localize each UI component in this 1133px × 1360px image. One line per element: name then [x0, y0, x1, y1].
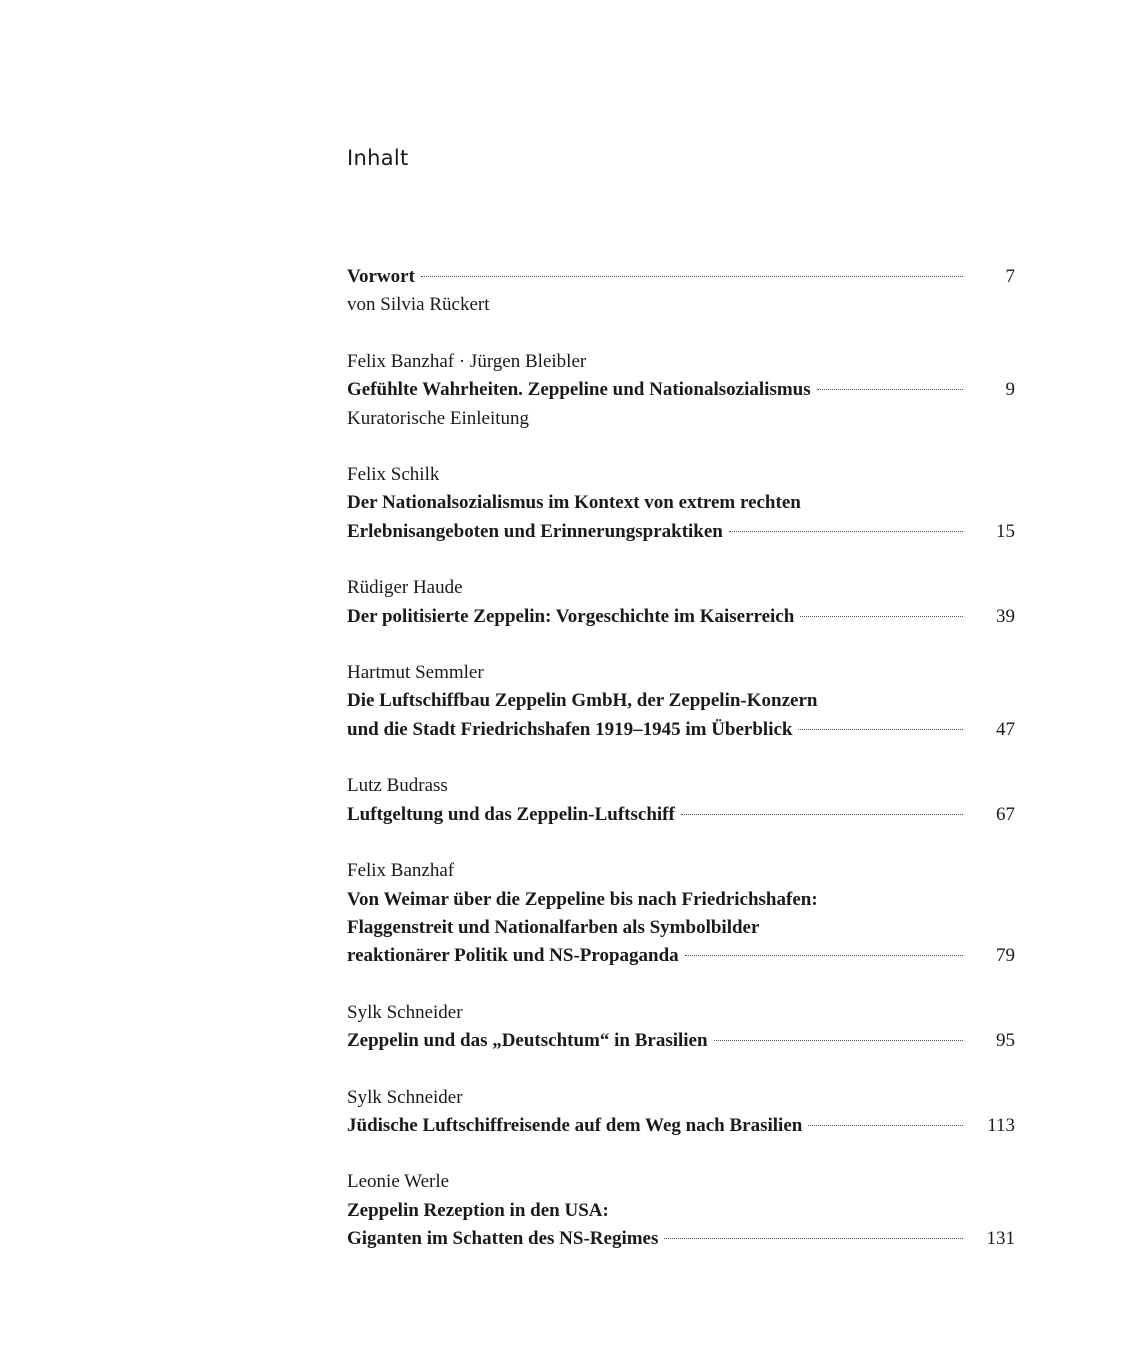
toc-entry[interactable]	[347, 857, 1015, 971]
toc-entry-title-row	[347, 376, 1015, 404]
dot-leader	[685, 955, 963, 956]
toc-entry-title: Giganten im Schatten des NS-Regimes	[347, 1228, 659, 1250]
toc-entry-page-number: 39	[996, 605, 1015, 627]
toc-entry-title-row	[347, 1112, 1015, 1140]
toc-entry-page-number: 9	[1005, 379, 1015, 401]
toc-entry-subtitle: Kuratorische Einleitung	[347, 407, 530, 429]
dot-leader	[798, 729, 963, 730]
toc-entry[interactable]	[347, 263, 1015, 320]
toc-entry-title-row	[347, 716, 1015, 744]
toc-entry-subtitle: von Silvia Rückert	[347, 294, 490, 316]
toc-entry-title: und die Stadt Friedrichshafen 1919–1945 im Überblick	[347, 718, 793, 740]
table-of-contents	[347, 263, 1015, 1282]
dot-leader	[421, 276, 963, 277]
toc-entry-title: Luftgeltung und das Zeppelin-Luftschiff	[347, 803, 675, 825]
toc-entry-title: Der politisierte Zeppelin: Vorgeschichte im Kaiserreich	[347, 605, 795, 627]
toc-entry[interactable]	[347, 772, 1015, 829]
toc-entry-title-row	[347, 942, 1015, 970]
toc-entry-title-line: Von Weimar über die Zeppeline bis nach Friedrichshafen:	[347, 888, 818, 910]
dot-leader	[681, 814, 963, 815]
toc-entry-title-row	[347, 603, 1015, 631]
toc-entry-page-number: 15	[996, 520, 1015, 542]
toc-entry-title-line: Flaggenstreit und Nationalfarben als Symbolbilder	[347, 916, 760, 938]
toc-entry-author: Felix Banzhaf · Jürgen Bleibler	[347, 350, 587, 372]
toc-entry[interactable]	[347, 1168, 1015, 1253]
toc-entry[interactable]	[347, 999, 1015, 1056]
toc-entry-title-row	[347, 263, 1015, 291]
toc-entry-title: Gefühlte Wahrheiten. Zeppeline und Nationalsozialismus	[347, 379, 811, 401]
toc-entry-page-number: 95	[996, 1030, 1015, 1052]
toc-entry-title-row	[347, 1027, 1015, 1055]
toc-entry-title-row	[347, 801, 1015, 829]
dot-leader	[800, 616, 963, 617]
toc-entry-page-number: 79	[996, 945, 1015, 967]
toc-entry-title: Erlebnisangeboten und Erinnerungspraktiken	[347, 520, 723, 542]
dot-leader	[729, 531, 963, 532]
toc-entry[interactable]	[347, 574, 1015, 631]
dot-leader	[714, 1040, 963, 1041]
toc-entry-page-number: 113	[987, 1114, 1015, 1136]
toc-entry-author: Rüdiger Haude	[347, 577, 463, 599]
toc-entry-title-row	[347, 1225, 1015, 1253]
toc-entry-page-number: 7	[1005, 266, 1015, 287]
toc-entry-title: Vorwort	[347, 266, 415, 287]
toc-entry-author: Felix Schilk	[347, 464, 440, 486]
toc-entry-author: Lutz Budrass	[347, 775, 448, 797]
toc-entry-author: Hartmut Semmler	[347, 662, 484, 684]
toc-entry-title-line: Zeppelin Rezeption in den USA:	[347, 1199, 609, 1221]
toc-entry-author: Felix Banzhaf	[347, 860, 455, 882]
dot-leader	[808, 1125, 963, 1126]
toc-entry-page-number: 67	[996, 803, 1015, 825]
toc-entry-title: reaktionärer Politik und NS-Propaganda	[347, 945, 679, 967]
toc-entry-author: Sylk Schneider	[347, 1086, 463, 1108]
toc-entry[interactable]	[347, 348, 1015, 433]
page-title: Inhalt	[347, 146, 409, 170]
toc-entry-page-number: 131	[986, 1228, 1015, 1250]
dot-leader	[817, 389, 963, 390]
dot-leader	[664, 1238, 963, 1239]
toc-entry-title-line: Der Nationalsozialismus im Kontext von extrem rechten	[347, 492, 801, 514]
toc-entry-title-line: Die Luftschiffbau Zeppelin GmbH, der Zeppelin-Konzern	[347, 690, 818, 712]
toc-entry-title: Jüdische Luftschiffreisende auf dem Weg nach Brasilien	[347, 1114, 803, 1136]
toc-entry-author: Leonie Werle	[347, 1171, 450, 1193]
toc-entry[interactable]	[347, 659, 1015, 744]
toc-entry[interactable]	[347, 461, 1015, 546]
toc-entry-author: Sylk Schneider	[347, 1001, 463, 1023]
toc-entry-title: Zeppelin und das „Deutschtum“ in Brasilien	[347, 1030, 708, 1052]
toc-entry[interactable]	[347, 1084, 1015, 1141]
toc-entry-page-number: 47	[996, 718, 1015, 740]
toc-entry-title-row	[347, 518, 1015, 546]
